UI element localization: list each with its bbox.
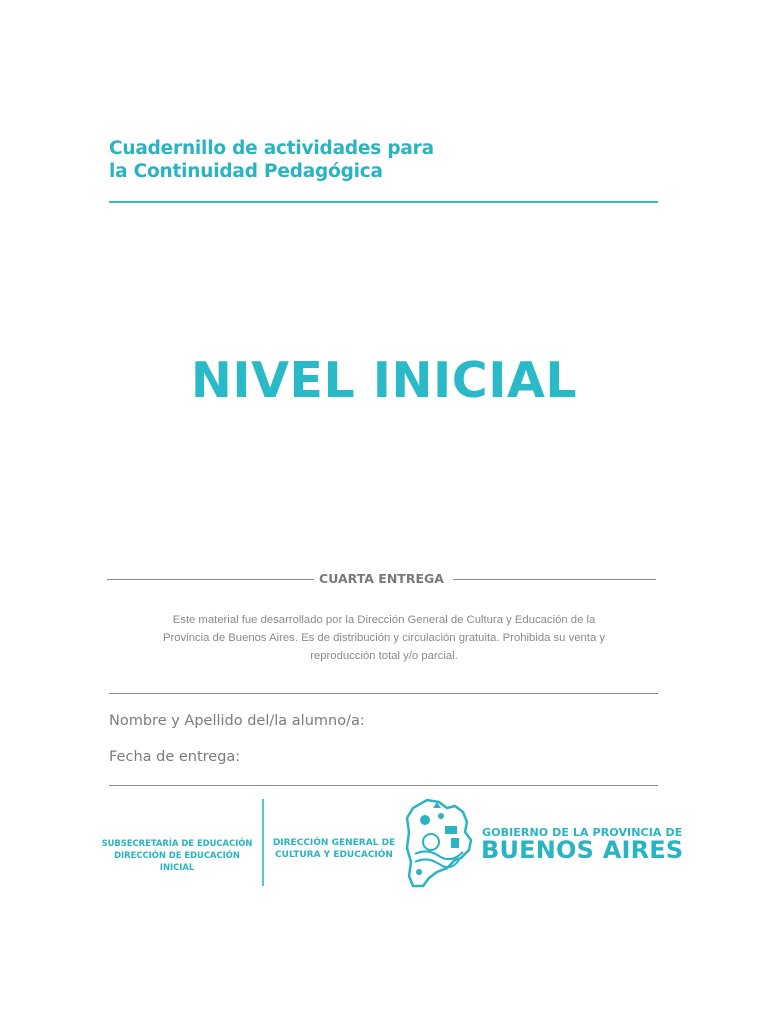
disclaimer-line2: Provincia de Buenos Aires. Es de distribución y circulación gratuita. Prohibida su venta y	[162, 632, 606, 644]
direccion-general-line2: CULTURA Y EDUCACIÓN	[275, 850, 393, 860]
direccion-general-label	[268, 837, 400, 861]
page-title: NIVEL INICIAL	[190, 352, 578, 409]
subsecretaria-line2: DIRECCIÓN DE EDUCACIÓN INICIAL	[114, 850, 240, 872]
disclaimer-line3: reproducción total y/o parcial.	[310, 650, 458, 662]
government-name-line2: BUENOS AIRES	[481, 836, 684, 864]
form-bottom-divider	[109, 785, 658, 786]
delivery-label: CUARTA ENTREGA	[319, 571, 444, 586]
delivery-date-field[interactable]: Fecha de entrega:	[109, 749, 241, 765]
footer-separator	[262, 799, 264, 886]
disclaimer-text	[140, 611, 628, 665]
cover-subtitle-line1: Cuadernillo de actividades para	[109, 138, 434, 159]
government-name-line1: GOBIERNO DE LA PROVINCIA DE	[482, 826, 683, 839]
delivery-rule-right	[453, 579, 656, 580]
province-map-logo-icon	[405, 798, 477, 888]
form-top-divider	[109, 693, 658, 694]
disclaimer-line1: Este material fue desarrollado por la Dirección General de Cultura y Educación de la	[172, 614, 596, 626]
subsecretaria-label	[100, 837, 254, 873]
cover-subtitle	[109, 137, 529, 183]
direccion-general-line1: DIRECCIÓN GENERAL DE	[272, 838, 396, 848]
subsecretaria-line1: SUBSECRETARÍA DE EDUCACIÓN	[101, 838, 253, 848]
header-divider	[109, 201, 658, 203]
cover-subtitle-line2: la Continuidad Pedagógica	[109, 161, 383, 182]
delivery-heading	[107, 570, 656, 590]
delivery-rule-left	[107, 579, 314, 580]
student-name-field[interactable]: Nombre y Apellido del/la alumno/a:	[109, 713, 365, 729]
